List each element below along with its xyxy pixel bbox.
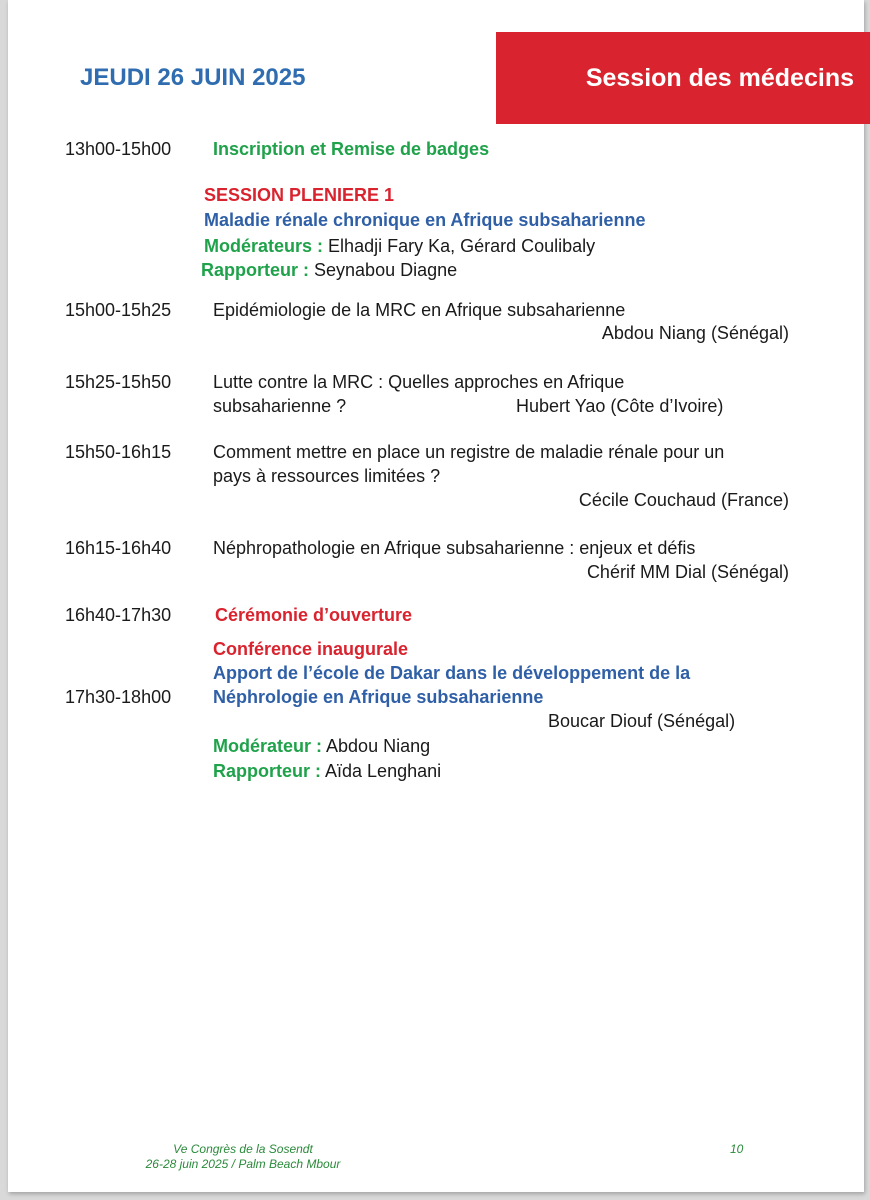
time-slot: 17h30-18h00: [65, 687, 172, 707]
rapporteur-label: Rapporteur :: [213, 761, 321, 781]
plenary-rapporteur: [201, 259, 457, 282]
conference-rapporteur: [213, 760, 441, 783]
plenary-theme: Maladie rénale chronique en Afrique subsaharienne: [204, 210, 646, 230]
time-slot: 15h25-15h50: [65, 372, 172, 392]
moderators-names: Elhadji Fary Ka, Gérard Coulibaly: [328, 236, 596, 256]
conference-moderator: [213, 735, 430, 758]
talk-title: Epidémiologie de la MRC en Afrique subsaharienne: [213, 300, 626, 320]
plenary-label: SESSION PLENIERE 1: [204, 185, 395, 205]
ceremony-title: Cérémonie d’ouverture: [215, 605, 413, 625]
rapporteur-name: Seynabou Diagne: [314, 260, 458, 280]
conference-label: Conférence inaugurale: [213, 639, 409, 659]
footer-line1: Ve Congrès de la Sosendt: [173, 1142, 313, 1156]
talk-title-line1: Lutte contre la MRC : Quelles approches en Afrique: [213, 372, 625, 392]
conference-title-line1: Apport de l’école de Dakar dans le développement de la: [213, 663, 691, 683]
rapporteur-name: Aïda Lenghani: [325, 761, 442, 781]
time-slot: 15h50-16h15: [65, 442, 172, 462]
time-slot: 16h15-16h40: [65, 538, 172, 558]
document-page: [8, 0, 864, 1192]
talk-speaker: Cécile Couchaud (France): [578, 490, 789, 510]
plenary-moderators: [204, 235, 595, 258]
moderator-label: Modérateur :: [213, 736, 323, 756]
talk-title: Néphropathologie en Afrique subsaharienne : enjeux et défis: [213, 538, 696, 558]
time-slot: 13h00-15h00: [65, 139, 172, 159]
page-date-title: JEUDI 26 JUIN 2025: [80, 64, 306, 91]
talk-title-line2: pays à ressources limitées ?: [213, 466, 441, 486]
conference-speaker: Boucar Diouf (Sénégal): [548, 711, 736, 731]
footer-event: [118, 1142, 368, 1172]
rapporteur-label: Rapporteur :: [201, 260, 309, 280]
footer-line2: 26-28 juin 2025 / Palm Beach Mbour: [145, 1157, 341, 1171]
conference-title-line2: Néphrologie en Afrique subsaharienne: [213, 687, 544, 707]
talk-title-line1: Comment mettre en place un registre de maladie rénale pour un: [213, 442, 725, 462]
session-banner: Session des médecins: [496, 32, 870, 124]
talk-speaker: Abdou Niang (Sénégal): [601, 323, 789, 343]
moderators-label: Modérateurs :: [204, 236, 324, 256]
talk-title-line2: subsaharienne ?: [213, 396, 347, 416]
talk-speaker: Chérif MM Dial (Sénégal): [586, 562, 789, 582]
page-number: 10: [730, 1142, 744, 1156]
talk-speaker: Hubert Yao (Côte d’Ivoire): [516, 396, 724, 416]
time-slot: 15h00-15h25: [65, 300, 172, 320]
session-title: Inscription et Remise de badges: [213, 139, 490, 159]
time-slot: 16h40-17h30: [65, 605, 172, 625]
moderator-name: Abdou Niang: [326, 736, 431, 756]
